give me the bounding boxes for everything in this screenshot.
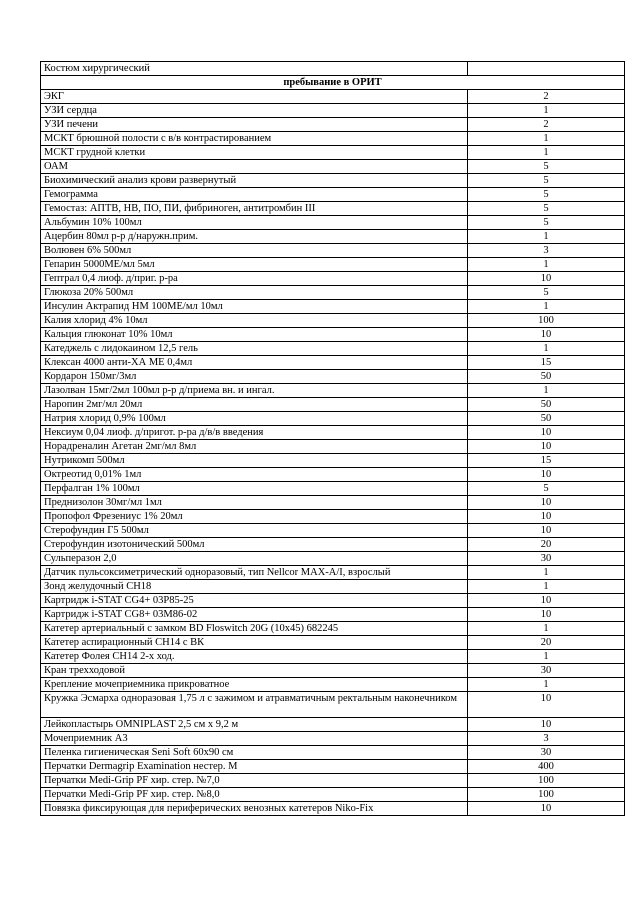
- item-name-cell: Картридж i-STAT CG8+ 03M86-02: [41, 608, 468, 622]
- item-name-cell: Пропофол Фрезениус 1% 20мл: [41, 510, 468, 524]
- item-qty-cell: [468, 62, 625, 76]
- item-qty-cell: 10: [468, 608, 625, 622]
- item-name-cell: Повязка фиксирующая для периферических венозных катетеров Niko-Fix: [41, 802, 468, 816]
- table-row: [41, 216, 625, 230]
- table-row: [41, 802, 625, 816]
- item-name-cell: ОАМ: [41, 160, 468, 174]
- item-name-cell: МСКТ брюшной полости с в/в контрастированием: [41, 132, 468, 146]
- item-name-cell: Гепарин 5000МЕ/мл 5мл: [41, 258, 468, 272]
- item-qty-cell: 1: [468, 678, 625, 692]
- item-name-cell: Катетер аспирационный CH14 с ВК: [41, 636, 468, 650]
- item-name-cell: Гемограмма: [41, 188, 468, 202]
- table-row: [41, 510, 625, 524]
- item-qty-cell: 1: [468, 580, 625, 594]
- item-qty-cell: 10: [468, 272, 625, 286]
- table-row: [41, 788, 625, 802]
- item-qty-cell: 10: [468, 510, 625, 524]
- item-qty-cell: 1: [468, 104, 625, 118]
- table-row: [41, 300, 625, 314]
- item-qty-cell: 100: [468, 314, 625, 328]
- table-row: [41, 468, 625, 482]
- item-qty-cell: 10: [468, 426, 625, 440]
- item-qty-cell: 1: [468, 132, 625, 146]
- item-name-cell: Зонд желудочный CH18: [41, 580, 468, 594]
- item-name-cell: Ацербин 80мл р-р д/наружн.прим.: [41, 230, 468, 244]
- table-row: [41, 454, 625, 468]
- table-row: [41, 524, 625, 538]
- table-row: [41, 496, 625, 510]
- table-row: [41, 482, 625, 496]
- item-qty-cell: 10: [468, 468, 625, 482]
- item-qty-cell: 10: [468, 524, 625, 538]
- table-row: [41, 118, 625, 132]
- item-qty-cell: 5: [468, 202, 625, 216]
- item-qty-cell: 50: [468, 398, 625, 412]
- item-name-cell: Крепление мочеприемника прикроватное: [41, 678, 468, 692]
- item-name-cell: Сульперазон 2,0: [41, 552, 468, 566]
- table-row: [41, 398, 625, 412]
- item-name-cell: Стерофундин изотонический 500мл: [41, 538, 468, 552]
- table-row: [41, 146, 625, 160]
- item-name-cell: МСКТ грудной клетки: [41, 146, 468, 160]
- item-qty-cell: 100: [468, 788, 625, 802]
- item-qty-cell: 30: [468, 552, 625, 566]
- item-name-cell: Катетер артериальный с замком BD Floswitch 20G (10x45) 682245: [41, 622, 468, 636]
- table-row: [41, 552, 625, 566]
- item-name-cell: Пеленка гигиеническая Seni Soft 60x90 см: [41, 746, 468, 760]
- item-qty-cell: 50: [468, 370, 625, 384]
- item-name-cell: Кордарон 150мг/3мл: [41, 370, 468, 384]
- item-qty-cell: 100: [468, 774, 625, 788]
- item-qty-cell: 5: [468, 160, 625, 174]
- table-row: [41, 342, 625, 356]
- item-name-cell: Инсулин Актрапид НМ 100МЕ/мл 10мл: [41, 300, 468, 314]
- document-page: [40, 61, 624, 816]
- item-name-cell: УЗИ сердца: [41, 104, 468, 118]
- table-row: [41, 258, 625, 272]
- item-qty-cell: 400: [468, 760, 625, 774]
- item-name-cell: Альбумин 10% 100мл: [41, 216, 468, 230]
- item-qty-cell: 3: [468, 732, 625, 746]
- item-qty-cell: 2: [468, 118, 625, 132]
- table-row: [41, 426, 625, 440]
- item-qty-cell: 1: [468, 384, 625, 398]
- table-row: [41, 132, 625, 146]
- table-row: [41, 678, 625, 692]
- item-name-cell: Лазолван 15мг/2мл 100мл р-р д/приема вн. и ингал.: [41, 384, 468, 398]
- items-table-body: [41, 62, 625, 816]
- item-name-cell: Костюм хирургический: [41, 62, 468, 76]
- item-name-cell: Катеджель с лидокаином 12,5 гель: [41, 342, 468, 356]
- table-row: [41, 566, 625, 580]
- table-row: [41, 538, 625, 552]
- item-qty-cell: 10: [468, 328, 625, 342]
- table-row: [41, 90, 625, 104]
- table-row: [41, 174, 625, 188]
- table-row: [41, 440, 625, 454]
- item-name-cell: Перфалган 1% 100мл: [41, 482, 468, 496]
- items-table: [40, 61, 625, 816]
- item-qty-cell: 1: [468, 650, 625, 664]
- table-row: [41, 356, 625, 370]
- section-header-row: [41, 76, 625, 90]
- item-name-cell: Перчатки Medi-Grip PF хир. стер. №7,0: [41, 774, 468, 788]
- item-qty-cell: 2: [468, 90, 625, 104]
- table-row: [41, 664, 625, 678]
- table-row: [41, 412, 625, 426]
- item-qty-cell: 1: [468, 230, 625, 244]
- item-name-cell: Октреотид 0,01% 1мл: [41, 468, 468, 482]
- item-name-cell: Нексиум 0,04 лиоф. д/пригот. р-ра д/в/в введения: [41, 426, 468, 440]
- table-row: [41, 650, 625, 664]
- item-qty-cell: 1: [468, 300, 625, 314]
- item-name-cell: Норадреналин Агетан 2мг/мл 8мл: [41, 440, 468, 454]
- table-row: [41, 732, 625, 746]
- item-name-cell: Преднизолон 30мг/мл 1мл: [41, 496, 468, 510]
- table-row: [41, 230, 625, 244]
- item-qty-cell: 15: [468, 356, 625, 370]
- table-row: [41, 608, 625, 622]
- item-qty-cell: 15: [468, 454, 625, 468]
- item-name-cell: Кальция глюконат 10% 10мл: [41, 328, 468, 342]
- table-row: [41, 594, 625, 608]
- item-qty-cell: 10: [468, 802, 625, 816]
- table-row: [41, 636, 625, 650]
- table-row: [41, 718, 625, 732]
- item-qty-cell: 10: [468, 594, 625, 608]
- item-qty-cell: 5: [468, 174, 625, 188]
- table-row: [41, 272, 625, 286]
- table-row: [41, 692, 625, 718]
- item-qty-cell: 1: [468, 342, 625, 356]
- item-name-cell: Клексан 4000 анти-ХА МЕ 0,4мл: [41, 356, 468, 370]
- item-name-cell: Калия хлорид 4% 10мл: [41, 314, 468, 328]
- table-row: [41, 244, 625, 258]
- item-qty-cell: 30: [468, 746, 625, 760]
- item-qty-cell: 3: [468, 244, 625, 258]
- table-row: [41, 760, 625, 774]
- item-qty-cell: 1: [468, 146, 625, 160]
- item-name-cell: Перчатки Medi-Grip PF хир. стер. №8,0: [41, 788, 468, 802]
- table-row: [41, 202, 625, 216]
- section-title: пребывание в ОРИТ: [41, 76, 625, 90]
- item-qty-cell: 50: [468, 412, 625, 426]
- item-qty-cell: 10: [468, 496, 625, 510]
- item-name-cell: Нутрикомп 500мл: [41, 454, 468, 468]
- item-qty-cell: 30: [468, 664, 625, 678]
- table-row: [41, 328, 625, 342]
- item-name-cell: Лейкопластырь OMNIPLAST 2,5 см х 9,2 м: [41, 718, 468, 732]
- item-name-cell: Гемостаз: АПТВ, НВ, ПО, ПИ, фибриноген, антитромбин III: [41, 202, 468, 216]
- item-name-cell: Наропин 2мг/мл 20мл: [41, 398, 468, 412]
- item-name-cell: Датчик пульсоксиметрический одноразовый, тип Nellcor MAX-A/I, взрослый: [41, 566, 468, 580]
- item-name-cell: Биохимический анализ крови развернутый: [41, 174, 468, 188]
- table-row: [41, 746, 625, 760]
- item-name-cell: Картридж i-STAT CG4+ 03P85-25: [41, 594, 468, 608]
- table-row: [41, 314, 625, 328]
- item-name-cell: Стерофундин Г5 500мл: [41, 524, 468, 538]
- item-name-cell: Кран трехходовой: [41, 664, 468, 678]
- table-row: [41, 774, 625, 788]
- item-qty-cell: 20: [468, 636, 625, 650]
- item-name-cell: Кружка Эсмарха одноразовая 1,75 л с зажимом и атравматичным ректальным наконечником: [41, 692, 468, 718]
- item-name-cell: ЭКГ: [41, 90, 468, 104]
- table-row: [41, 286, 625, 300]
- item-name-cell: Катетер Фолея CH14 2-х ход.: [41, 650, 468, 664]
- item-name-cell: Волювен 6% 500мл: [41, 244, 468, 258]
- item-qty-cell: 10: [468, 718, 625, 732]
- table-row: [41, 160, 625, 174]
- item-qty-cell: 20: [468, 538, 625, 552]
- table-row: [41, 62, 625, 76]
- table-row: [41, 580, 625, 594]
- item-qty-cell: 5: [468, 482, 625, 496]
- item-qty-cell: 1: [468, 258, 625, 272]
- item-name-cell: Натрия хлорид 0,9% 100мл: [41, 412, 468, 426]
- item-name-cell: Глюкоза 20% 500мл: [41, 286, 468, 300]
- item-qty-cell: 1: [468, 566, 625, 580]
- table-row: [41, 622, 625, 636]
- table-row: [41, 384, 625, 398]
- item-qty-cell: 10: [468, 692, 625, 718]
- item-qty-cell: 5: [468, 188, 625, 202]
- item-name-cell: УЗИ печени: [41, 118, 468, 132]
- item-name-cell: Гептрал 0,4 лиоф. д/приг. р-ра: [41, 272, 468, 286]
- item-qty-cell: 5: [468, 286, 625, 300]
- item-qty-cell: 10: [468, 440, 625, 454]
- table-row: [41, 188, 625, 202]
- item-name-cell: Мочеприемник А3: [41, 732, 468, 746]
- item-qty-cell: 1: [468, 622, 625, 636]
- item-qty-cell: 5: [468, 216, 625, 230]
- table-row: [41, 370, 625, 384]
- table-row: [41, 104, 625, 118]
- item-name-cell: Перчатки Dermagrip Examination нестер. M: [41, 760, 468, 774]
